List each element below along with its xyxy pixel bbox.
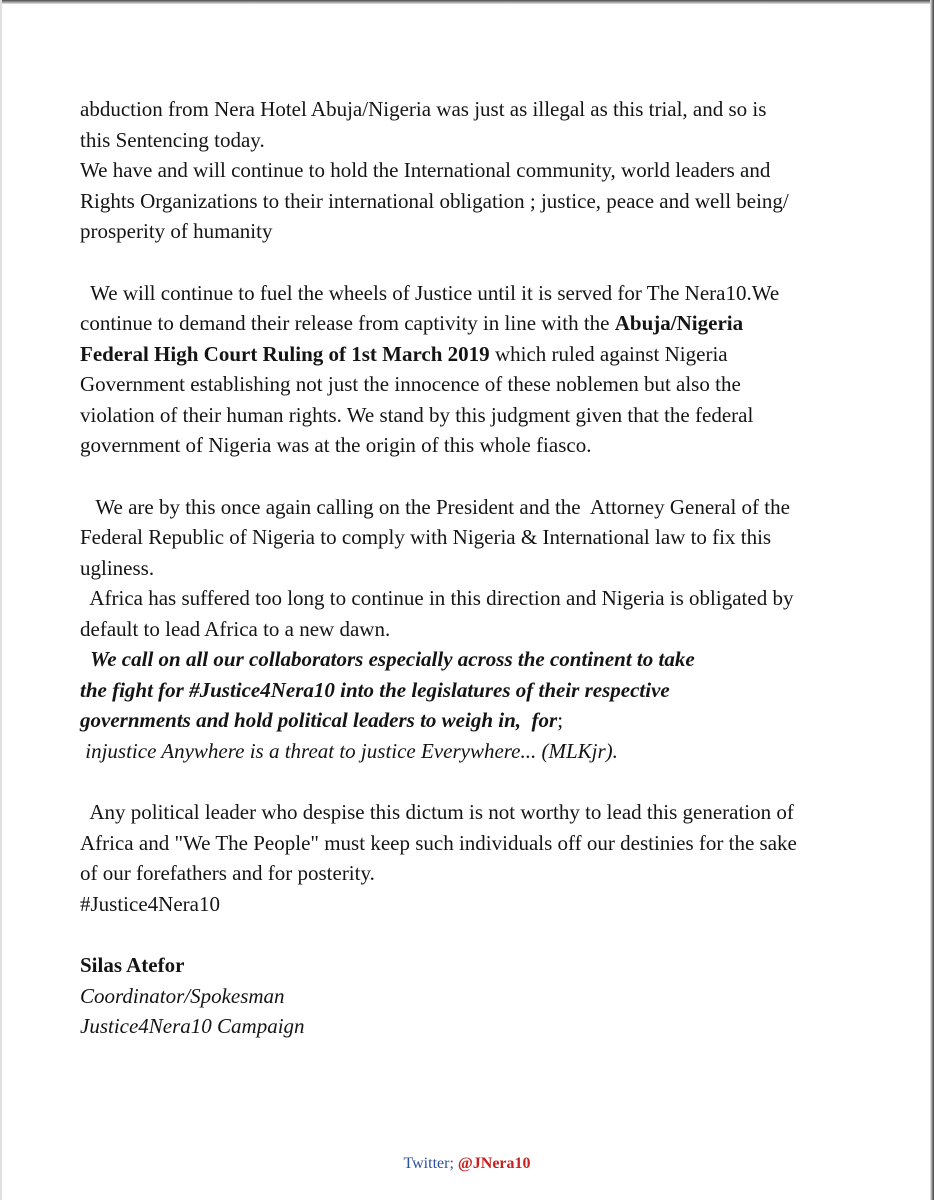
text-line: We have and will continue to hold the International community, world leaders and <box>80 158 771 182</box>
scan-edge-top <box>0 0 934 4</box>
text-line: abduction from Nera Hotel Abuja/Nigeria was just as illegal as this trial, and so is <box>80 97 767 121</box>
call-to-action-line: We call on all our collaborators especially across the continent to take <box>80 647 695 671</box>
paragraph-gap <box>80 247 880 278</box>
text-line: Africa has suffered too long to continue in this direction and Nigeria is obligated by <box>80 586 794 610</box>
call-to-action-line <box>80 705 880 736</box>
text-span: which ruled against Nigeria <box>489 341 728 366</box>
text-line: Rights Organizations to their international obligation ; justice, peace and well being/ <box>80 188 789 213</box>
text-line: Africa and "We The People" must keep such individuals off our destinies for the sake <box>80 830 797 855</box>
text-line: Any political leader who despise this dictum is not worthy to lead this generation of <box>80 800 794 824</box>
text-line: government of Nigeria was at the origin of this whole fiasco. <box>80 433 592 457</box>
footer <box>0 1155 934 1173</box>
text-line: violation of their human rights. We stand by this judgment given that the federal <box>80 402 754 427</box>
paragraph-gap <box>80 461 880 492</box>
text-line: We are by this once again calling on the President and the Attorney General of the <box>80 494 790 519</box>
text-line: We will continue to fuel the wheels of Justice until it is served for The Nera10.We <box>80 280 780 305</box>
paragraph-gap <box>80 766 880 797</box>
paragraph-gap <box>80 919 880 950</box>
text-line <box>80 308 880 339</box>
letter-body <box>80 94 880 1042</box>
text-span: ; <box>557 708 564 732</box>
court-ruling-bold: Federal High Court Ruling of 1st March 2019 <box>80 341 490 366</box>
text-line: Government establishing not just the innocence of these noblemen but also the <box>80 372 741 396</box>
twitter-handle-link[interactable]: @JNera10 <box>457 1155 531 1172</box>
text-line: default to lead Africa to a new dawn. <box>80 616 391 641</box>
hashtag-line: #Justice4Nera10 <box>80 891 220 916</box>
scan-edge-left <box>0 0 2 1200</box>
court-ruling-bold: Abuja/Nigeria <box>614 311 744 335</box>
text-line: prosperity of humanity <box>80 219 273 243</box>
text-span: continue to demand their release from captivity in line with the <box>80 311 615 335</box>
call-to-action-line: the fight for #Justice4Nera10 into the legislatures of their respective <box>80 677 670 702</box>
signatory-role: Coordinator/Spokesman <box>80 983 285 1008</box>
scan-edge-right <box>930 0 934 1200</box>
text-line: of our forefathers and for posterity. <box>80 861 375 885</box>
signatory-organization: Justice4Nera10 Campaign <box>80 1014 305 1038</box>
text-line <box>80 339 880 370</box>
text-span: governments and hold political leaders to weigh in, for <box>80 708 558 732</box>
signatory-name: Silas Atefor <box>80 953 185 977</box>
text-line: ugliness. <box>80 555 155 580</box>
text-line: this Sentencing today. <box>80 127 265 152</box>
text-line: Federal Republic of Nigeria to comply with Nigeria & International law to fix this <box>80 525 772 549</box>
footer-twitter-label: Twitter; <box>403 1155 458 1172</box>
quote-line: injustice Anywhere is a threat to justice Everywhere... (MLKjr). <box>80 738 618 763</box>
